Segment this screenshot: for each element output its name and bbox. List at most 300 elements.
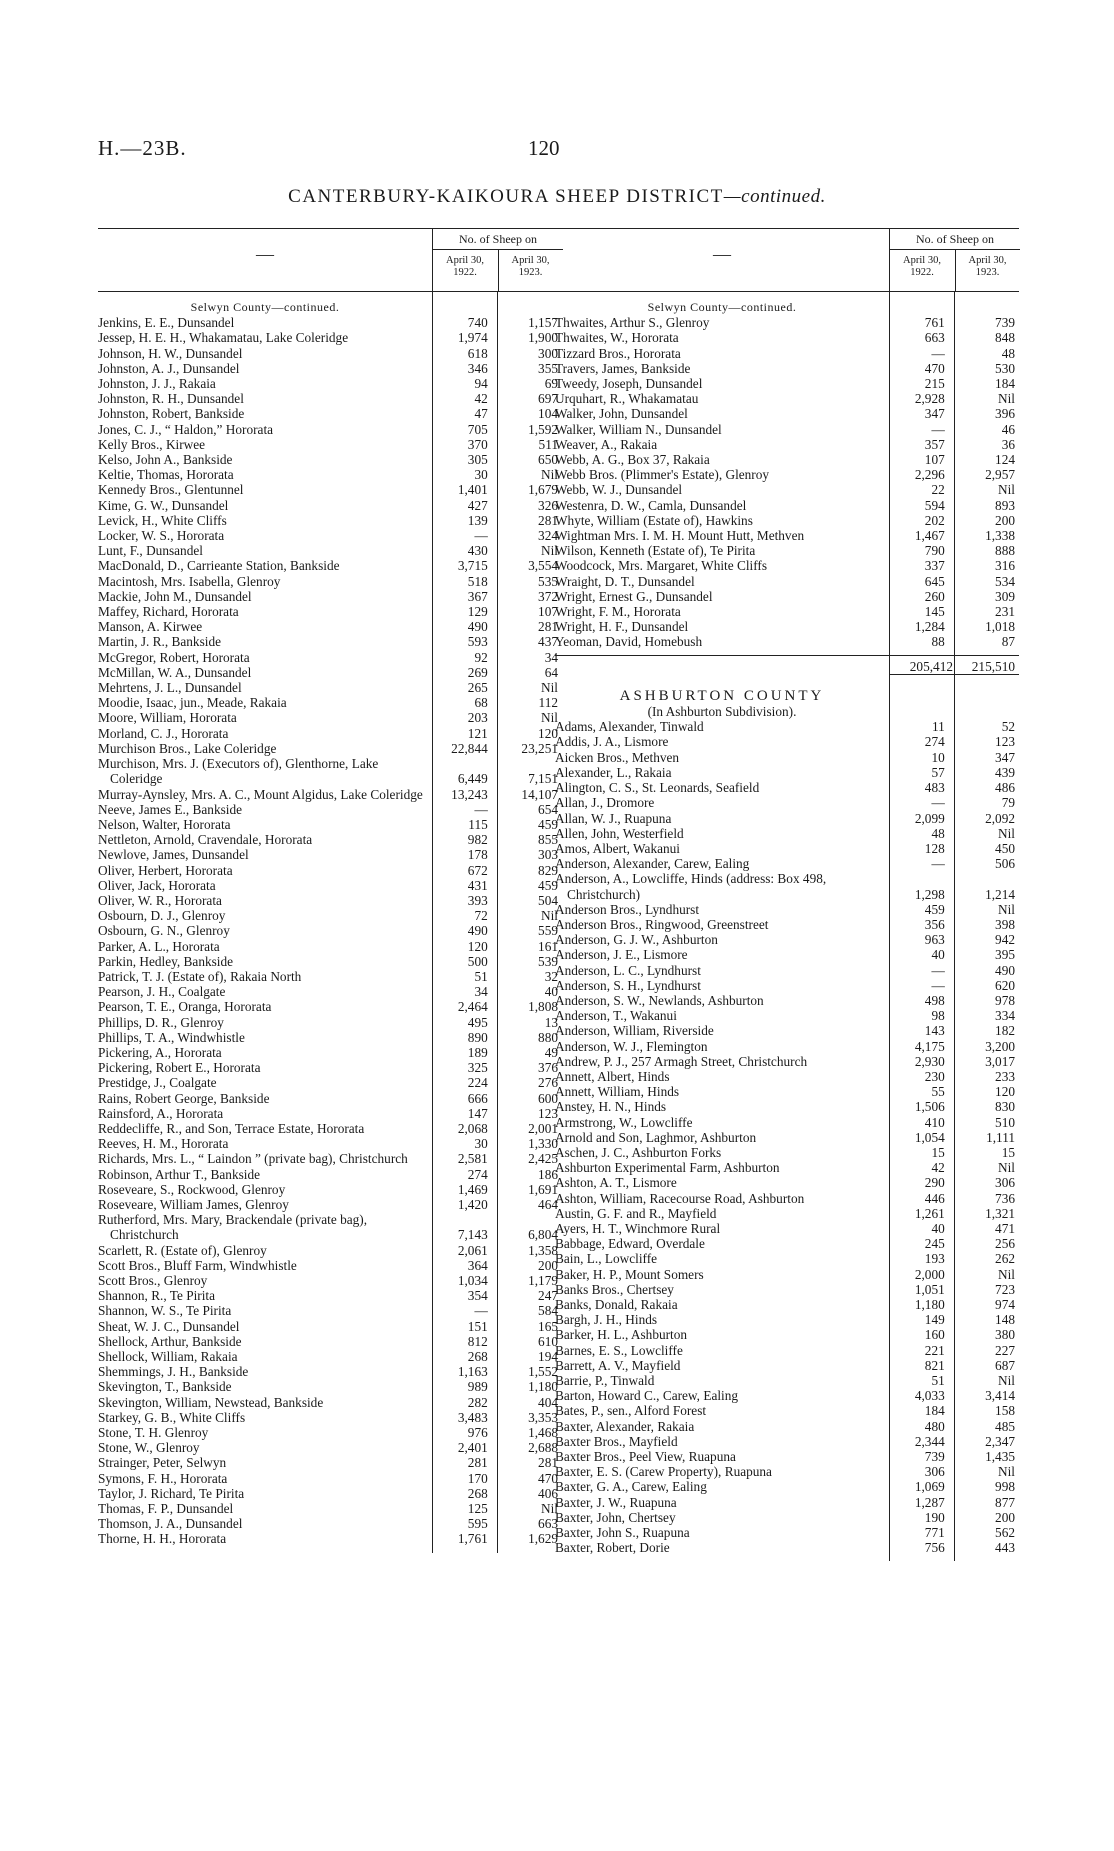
sheep-1922: 490 <box>467 923 488 939</box>
sheep-1923: 697 <box>538 391 558 407</box>
owner-name: Murray-Aynsley, Mrs. A. C., Mount Algidus, Lake Coleridge <box>98 786 423 802</box>
sheep-1923: 303 <box>538 847 558 863</box>
owner-name: Stone, T. H. Glenroy <box>98 1425 209 1441</box>
owner-name: Johnson, H. W., Dunsandel <box>98 345 243 361</box>
owner-name: Babbage, Edward, Overdale <box>555 1236 705 1252</box>
sheep-1923: 739 <box>995 315 1015 331</box>
sheep-1922: — <box>931 977 945 993</box>
sheep-1923: 112 <box>538 695 558 711</box>
table-row <box>555 1221 1019 1236</box>
sheep-1922: 268 <box>467 1485 488 1501</box>
sheep-1923: 406 <box>538 1485 558 1501</box>
sheep-1922: 705 <box>467 421 488 437</box>
table-header <box>555 228 1019 292</box>
sheep-1923: 485 <box>995 1418 1015 1434</box>
sheep-1923: 736 <box>995 1190 1015 1206</box>
table-row <box>98 1212 562 1242</box>
sheep-1922: — <box>931 856 945 872</box>
table-row <box>555 422 1019 437</box>
sheep-1923: 1,330 <box>528 1136 558 1152</box>
table-row <box>98 1106 562 1121</box>
right-table <box>555 228 1019 1555</box>
sheep-1923: 40 <box>544 984 558 1000</box>
table-row <box>98 787 562 802</box>
table-row <box>555 795 1019 810</box>
table-row <box>555 1464 1019 1479</box>
owner-name: Thomson, J. A., Dunsandel <box>98 1516 243 1532</box>
sheep-1922: 982 <box>467 832 488 848</box>
sheep-1922: 184 <box>924 1403 945 1419</box>
table-row <box>98 315 562 330</box>
sheep-1922: 370 <box>467 436 488 452</box>
owner-name: Shemmings, J. H., Bankside <box>98 1364 249 1380</box>
owner-name: Austin, G. F. and R., Mayfield <box>555 1205 717 1221</box>
sheep-1923: 464 <box>538 1196 558 1212</box>
table-row <box>555 589 1019 604</box>
sheep-1923: 437 <box>538 634 558 650</box>
sheep-1923: 398 <box>995 916 1015 932</box>
table-row <box>98 817 562 832</box>
sheep-1922: 2,344 <box>914 1433 945 1449</box>
owner-name: Murchison Bros., Lake Coleridge <box>98 740 277 756</box>
table-row <box>555 811 1019 826</box>
owner-name: Alington, C. S., St. Leonards, Seafield <box>555 780 760 796</box>
owner-name: Urquhart, R., Whakamatau <box>555 391 699 407</box>
table-row <box>98 695 562 710</box>
sheep-1922: 430 <box>467 543 488 559</box>
table-body <box>98 292 562 1547</box>
owner-name: Oliver, W. R., Hororata <box>98 892 222 908</box>
header-blank: — <box>256 244 274 264</box>
table-row <box>98 498 562 513</box>
owner-name: Moodie, Isaac, jun., Meade, Rakaia <box>98 695 287 711</box>
sheep-1923: 6,804 <box>528 1227 558 1243</box>
sheep-1922: 47 <box>474 406 488 422</box>
owner-name: Kime, G. W., Dunsandel <box>98 497 229 513</box>
owner-name: Macintosh, Mrs. Isabella, Glenroy <box>98 573 281 589</box>
sheep-1922: 189 <box>467 1044 488 1060</box>
owner-name: Johnston, J. J., Rakaia <box>98 376 216 392</box>
table-row <box>555 330 1019 345</box>
sheep-1923: 148 <box>995 1312 1015 1328</box>
sheep-1923: 1,592 <box>528 421 558 437</box>
table-row <box>98 1167 562 1182</box>
sheep-1923: 306 <box>995 1175 1015 1191</box>
table-row <box>98 1091 562 1106</box>
sheep-1922: 989 <box>467 1379 488 1395</box>
sheep-1922: 224 <box>467 1075 488 1091</box>
sheep-1923: 123 <box>538 1105 558 1121</box>
table-row <box>98 1486 562 1501</box>
owner-name: Allan, J., Dromore <box>555 795 655 811</box>
title-main: CANTERBURY-KAIKOURA SHEEP DISTRICT <box>288 186 724 207</box>
owner-name: Murchison, Mrs. J. (Executors of), Glenthorne, Lake Coleridge <box>98 756 379 787</box>
table-row <box>98 634 562 649</box>
sheep-1923: 200 <box>995 512 1015 528</box>
sheep-1923: 281 <box>538 512 558 528</box>
table-row <box>555 1039 1019 1054</box>
table-row <box>555 406 1019 421</box>
sheep-1923: 2,347 <box>985 1433 1015 1449</box>
sheep-1922: 260 <box>924 588 945 604</box>
sheep-1923: 380 <box>995 1327 1015 1343</box>
owner-name: Scott Bros., Glenroy <box>98 1273 208 1288</box>
sheep-1922: 1,469 <box>457 1181 488 1197</box>
owner-name: Phillips, T. A., Windwhistle <box>98 1029 245 1045</box>
table-row <box>98 1273 562 1288</box>
table-row <box>98 939 562 954</box>
sheep-1923: 1,808 <box>528 999 558 1015</box>
sheep-1923: 3,554 <box>528 558 558 574</box>
owner-name: Armstrong, W., Lowcliffe <box>555 1114 693 1130</box>
sheep-1922: — <box>931 345 945 361</box>
owner-name: Baxter, G. A., Carew, Ealing <box>555 1479 707 1495</box>
owner-name: Reeves, H. M., Hororata <box>98 1136 229 1152</box>
table-row <box>98 482 562 497</box>
sheep-1922: 666 <box>467 1090 488 1106</box>
owner-name: Shannon, W. S., Te Pirita <box>98 1303 232 1319</box>
table-row <box>555 750 1019 765</box>
table-row <box>555 1084 1019 1099</box>
owner-name: Reddecliffe, R., and Son, Terrace Estate, Hororata <box>98 1120 365 1136</box>
sheep-1922: 143 <box>924 1023 945 1039</box>
owner-name: Ashton, William, Racecourse Road, Ashburton <box>555 1190 805 1206</box>
sheep-1923: 161 <box>538 938 558 954</box>
sheep-1923: 247 <box>538 1288 558 1304</box>
owner-name: Thorne, H. H., Hororata <box>98 1531 227 1547</box>
sheep-1923: 23,251 <box>521 740 558 756</box>
table-row <box>555 1434 1019 1449</box>
sheep-1922: 2,068 <box>457 1120 488 1136</box>
sheep-1922: 663 <box>924 330 945 346</box>
sheep-1923: 974 <box>995 1297 1015 1312</box>
sheep-1923: 276 <box>538 1075 558 1091</box>
table-row <box>98 391 562 406</box>
table-row <box>98 802 562 817</box>
sheep-1923: Nil <box>998 901 1015 917</box>
sheep-1922: 4,175 <box>914 1038 945 1054</box>
owner-name: Weaver, A., Rakaia <box>555 436 658 452</box>
sheep-1923: Nil <box>998 1373 1015 1389</box>
sheep-1923: 504 <box>538 892 558 908</box>
owner-name: Scott Bros., Bluff Farm, Windwhistle <box>98 1257 297 1273</box>
sheep-1923: 1,179 <box>528 1273 558 1288</box>
header-group-label: No. of Sheep on <box>433 229 563 250</box>
sheep-1922: 618 <box>467 345 488 361</box>
sheep-1922: 1,051 <box>914 1281 945 1297</box>
sheep-1923: 888 <box>995 543 1015 559</box>
sheep-1922: 1,054 <box>914 1129 945 1145</box>
table-row <box>98 1303 562 1318</box>
owner-name: Westenra, D. W., Camla, Dunsandel <box>555 497 747 513</box>
table-row <box>555 574 1019 589</box>
table-row <box>98 604 562 619</box>
table-header <box>98 228 562 292</box>
sheep-1923: 459 <box>538 816 558 832</box>
owner-name: Whyte, William (Estate of), Hawkins <box>555 512 753 528</box>
sheep-1923: 1,111 <box>986 1129 1015 1145</box>
sheep-1923: 233 <box>995 1068 1015 1084</box>
sheep-1923: 186 <box>538 1166 558 1182</box>
sheep-1922: 203 <box>467 710 488 726</box>
sheep-1923: 395 <box>995 947 1015 963</box>
table-row <box>98 863 562 878</box>
sheep-1922: 107 <box>924 452 945 468</box>
table-row <box>555 1449 1019 1464</box>
sheep-1922: 356 <box>924 916 945 932</box>
header-1923: April 30, 1923. <box>955 250 1019 291</box>
owner-name: Rains, Robert George, Bankside <box>98 1090 270 1106</box>
sheep-1923: 326 <box>538 497 558 513</box>
owner-name: Travers, James, Bankside <box>555 360 691 376</box>
table-row <box>98 969 562 984</box>
sheep-1922: 1,401 <box>457 482 488 498</box>
table-row <box>98 1425 562 1440</box>
table-row <box>98 1151 562 1166</box>
owner-name: Tweedy, Joseph, Dunsandel <box>555 376 703 392</box>
sheep-1922: 40 <box>931 947 945 963</box>
sheep-1923: 79 <box>1001 795 1015 811</box>
sheep-1922: 42 <box>931 1160 945 1176</box>
table-row <box>98 1455 562 1470</box>
sheep-1923: 15 <box>1001 1144 1015 1160</box>
owner-name: Ashburton Experimental Farm, Ashburton <box>555 1160 780 1176</box>
owner-name: Shellock, William, Rakaia <box>98 1349 238 1365</box>
table-row <box>98 619 562 634</box>
sheep-1922: 470 <box>924 360 945 376</box>
table-row <box>98 1349 562 1364</box>
sheep-1923: 829 <box>538 862 558 878</box>
table-row <box>98 1136 562 1151</box>
sheep-1922: 756 <box>924 1540 945 1556</box>
owner-name: Webb Bros. (Plimmer's Estate), Glenroy <box>555 467 770 483</box>
owner-name: Oliver, Jack, Hororata <box>98 877 216 893</box>
owner-name: Wright, H. F., Dunsandel <box>555 619 689 635</box>
sheep-1922: 13,243 <box>451 786 488 802</box>
sheep-1923: 687 <box>995 1357 1015 1373</box>
sheep-1922: 2,464 <box>457 999 488 1015</box>
sheep-1922: 367 <box>467 588 488 604</box>
sheep-1923: 2,425 <box>528 1151 558 1167</box>
owner-name: Locker, W. S., Hororata <box>98 528 225 544</box>
sheep-1923: 165 <box>538 1318 558 1334</box>
owner-name: Webb, W. J., Dunsandel <box>555 482 683 498</box>
sheep-1923: 2,688 <box>528 1440 558 1456</box>
sheep-1923: 1,552 <box>528 1364 558 1380</box>
owner-name: Pickering, A., Hororata <box>98 1044 222 1060</box>
sheep-1922: 4,033 <box>914 1388 945 1404</box>
sheep-1922: 215 <box>924 376 945 392</box>
sheep-1923: 443 <box>995 1540 1015 1556</box>
table-row <box>555 993 1019 1008</box>
sheep-1923: Nil <box>541 1501 558 1517</box>
owner-name: Jones, C. J., “ Haldon,” Hororata <box>98 421 274 437</box>
sheep-1922: 3,715 <box>457 558 488 574</box>
owner-name: Patrick, T. J. (Estate of), Rakaia North <box>98 968 302 984</box>
table-row <box>98 999 562 1014</box>
sheep-1923: 227 <box>995 1342 1015 1358</box>
sheep-1923: Nil <box>541 467 558 483</box>
owner-name: Annett, William, Hinds <box>555 1084 680 1100</box>
sheep-1923: 723 <box>995 1281 1015 1297</box>
sheep-1922: 290 <box>924 1175 945 1191</box>
sheep-1922: 245 <box>924 1236 945 1252</box>
table-row <box>555 528 1019 543</box>
sheep-1922: 2,401 <box>457 1440 488 1456</box>
total-1922: 205,412 <box>889 659 959 675</box>
sheep-1923: 262 <box>995 1251 1015 1267</box>
sheep-1923: 120 <box>538 725 558 741</box>
owner-name: Prestidge, J., Coalgate <box>98 1075 217 1091</box>
table-row <box>555 871 1019 901</box>
table-row <box>98 1334 562 1349</box>
table-row <box>555 437 1019 452</box>
table-row <box>98 1531 562 1546</box>
owner-name: Aicken Bros., Methven <box>555 749 680 765</box>
table-row <box>555 826 1019 841</box>
header-1923: April 30, 1923. <box>498 250 562 291</box>
owner-name: Jenkins, E. E., Dunsandel <box>98 315 235 331</box>
owner-name: Pickering, Robert E., Hororata <box>98 1060 261 1076</box>
sheep-1923: 87 <box>1001 634 1015 650</box>
table-row <box>555 452 1019 467</box>
owner-name: Rainsford, A., Hororata <box>98 1105 224 1121</box>
sheep-1922: 1,506 <box>914 1099 945 1115</box>
sheep-1923: 13 <box>544 1014 558 1030</box>
sheep-1922: 88 <box>931 634 945 650</box>
owner-name: Mackie, John M., Dunsandel <box>98 588 252 604</box>
sheep-1922: 346 <box>467 360 488 376</box>
sheep-1922: 230 <box>924 1068 945 1084</box>
table-row <box>98 665 562 680</box>
sheep-1922: 72 <box>474 908 488 924</box>
sheep-1923: 46 <box>1001 421 1015 437</box>
sheep-1923: 396 <box>995 406 1015 422</box>
sheep-1922: 48 <box>931 825 945 841</box>
sheep-1922: 3,483 <box>457 1409 488 1425</box>
sheep-1923: 490 <box>995 962 1015 978</box>
owner-name: Woodcock, Mrs. Margaret, White Cliffs <box>555 558 768 574</box>
table-row <box>555 558 1019 573</box>
sheep-1923: 3,017 <box>985 1053 1015 1069</box>
owner-name: Baxter, Robert, Dorie <box>555 1540 670 1556</box>
sheep-1923: 1,321 <box>985 1205 1015 1221</box>
sheep-1923: 584 <box>538 1303 558 1319</box>
sheep-1922: 2,000 <box>914 1266 945 1282</box>
owner-name: Barker, H. L., Ashburton <box>555 1327 688 1343</box>
owner-name: Skevington, T., Bankside <box>98 1379 232 1395</box>
owner-name: Allen, John, Westerfield <box>555 825 684 841</box>
sheep-1922: 274 <box>924 734 945 750</box>
county-heading: ASHBURTON COUNTY <box>619 687 825 704</box>
owner-name: Rutherford, Mrs. Mary, Brackendale (private bag), Christchurch <box>98 1212 368 1243</box>
sheep-1923: 1,180 <box>528 1379 558 1395</box>
table-row <box>98 513 562 528</box>
owner-name: Allan, W. J., Ruapuna <box>555 810 672 826</box>
sheep-1923: 1,214 <box>985 886 1015 902</box>
table-row <box>555 1358 1019 1373</box>
sheep-1922: 55 <box>931 1084 945 1100</box>
table-row <box>555 467 1019 482</box>
sheep-1922: 1,034 <box>457 1273 488 1288</box>
table-row <box>555 1525 1019 1540</box>
sheep-1922: 193 <box>924 1251 945 1267</box>
owner-name: Shellock, Arthur, Bankside <box>98 1333 242 1349</box>
table-row <box>555 978 1019 993</box>
selwyn-total-row <box>555 655 1019 675</box>
table-row <box>98 1060 562 1075</box>
owner-name: Wilson, Kenneth (Estate of), Te Pirita <box>555 543 756 559</box>
table-row <box>555 1069 1019 1084</box>
owner-name: Osbourn, D. J., Glenroy <box>98 908 226 924</box>
table-row <box>98 361 562 376</box>
table-row <box>555 604 1019 619</box>
sheep-1923: 439 <box>995 764 1015 780</box>
owner-name: Phillips, D. R., Glenroy <box>98 1014 224 1030</box>
sheep-1922: 740 <box>467 315 488 331</box>
sheep-1922: 976 <box>467 1425 488 1441</box>
sheep-1923: Nil <box>998 1266 1015 1282</box>
table-row <box>555 1510 1019 1525</box>
owner-name: Skevington, William, Newstead, Bankside <box>98 1394 324 1410</box>
owner-name: Johnston, A. J., Dunsandel <box>98 360 240 376</box>
table-row <box>98 543 562 558</box>
sheep-1922: 92 <box>474 649 488 665</box>
sheep-1923: 610 <box>538 1333 558 1349</box>
sheep-1923: Nil <box>998 1160 1015 1176</box>
owner-name: Alexander, L., Rakaia <box>555 764 672 780</box>
sheep-1922: 2,930 <box>914 1053 945 1069</box>
table-row <box>555 719 1019 734</box>
table-row <box>555 1540 1019 1555</box>
table-row <box>98 528 562 543</box>
sheep-1922: 354 <box>467 1288 488 1304</box>
row-group-ashburton <box>555 719 1019 1555</box>
document-id: H.—23B. <box>98 136 187 160</box>
owner-name: Oliver, Herbert, Hororata <box>98 862 233 878</box>
sheep-1922: 594 <box>924 497 945 513</box>
table-row <box>98 406 562 421</box>
owner-name: Baxter, Alexander, Rakaia <box>555 1418 695 1434</box>
sheep-1923: 511 <box>538 436 558 452</box>
table-row <box>555 1160 1019 1175</box>
sheep-1922: 393 <box>467 892 488 908</box>
sheep-1922: 120 <box>467 938 488 954</box>
owner-name: Morland, C. J., Hororata <box>98 725 229 741</box>
sheep-1923: 256 <box>995 1236 1015 1252</box>
owner-name: Nettleton, Arnold, Cravendale, Hororata <box>98 832 313 848</box>
owner-name: Neeve, James E., Bankside <box>98 801 243 817</box>
table-row <box>98 1288 562 1303</box>
sheep-1922: 739 <box>924 1449 945 1465</box>
sheep-1923: Nil <box>998 391 1015 407</box>
owner-name: Anderson, J. E., Lismore <box>555 947 688 963</box>
sheep-1923: 998 <box>995 1479 1015 1495</box>
sheep-1922: 1,420 <box>457 1196 488 1212</box>
table-row <box>555 1297 1019 1312</box>
owner-name: Anderson, Alexander, Carew, Ealing <box>555 856 750 872</box>
sheep-1922: 495 <box>467 1014 488 1030</box>
sheep-1923: 300 <box>538 345 558 361</box>
owner-name: Newlove, James, Dunsandel <box>98 847 249 863</box>
sheep-1922: 151 <box>467 1318 488 1334</box>
table-row <box>555 498 1019 513</box>
page-number: 120 <box>528 136 560 160</box>
sheep-1922: 500 <box>467 953 488 969</box>
owner-name: Barrett, A. V., Mayfield <box>555 1357 681 1373</box>
table-row <box>555 315 1019 330</box>
table-row <box>555 1175 1019 1190</box>
